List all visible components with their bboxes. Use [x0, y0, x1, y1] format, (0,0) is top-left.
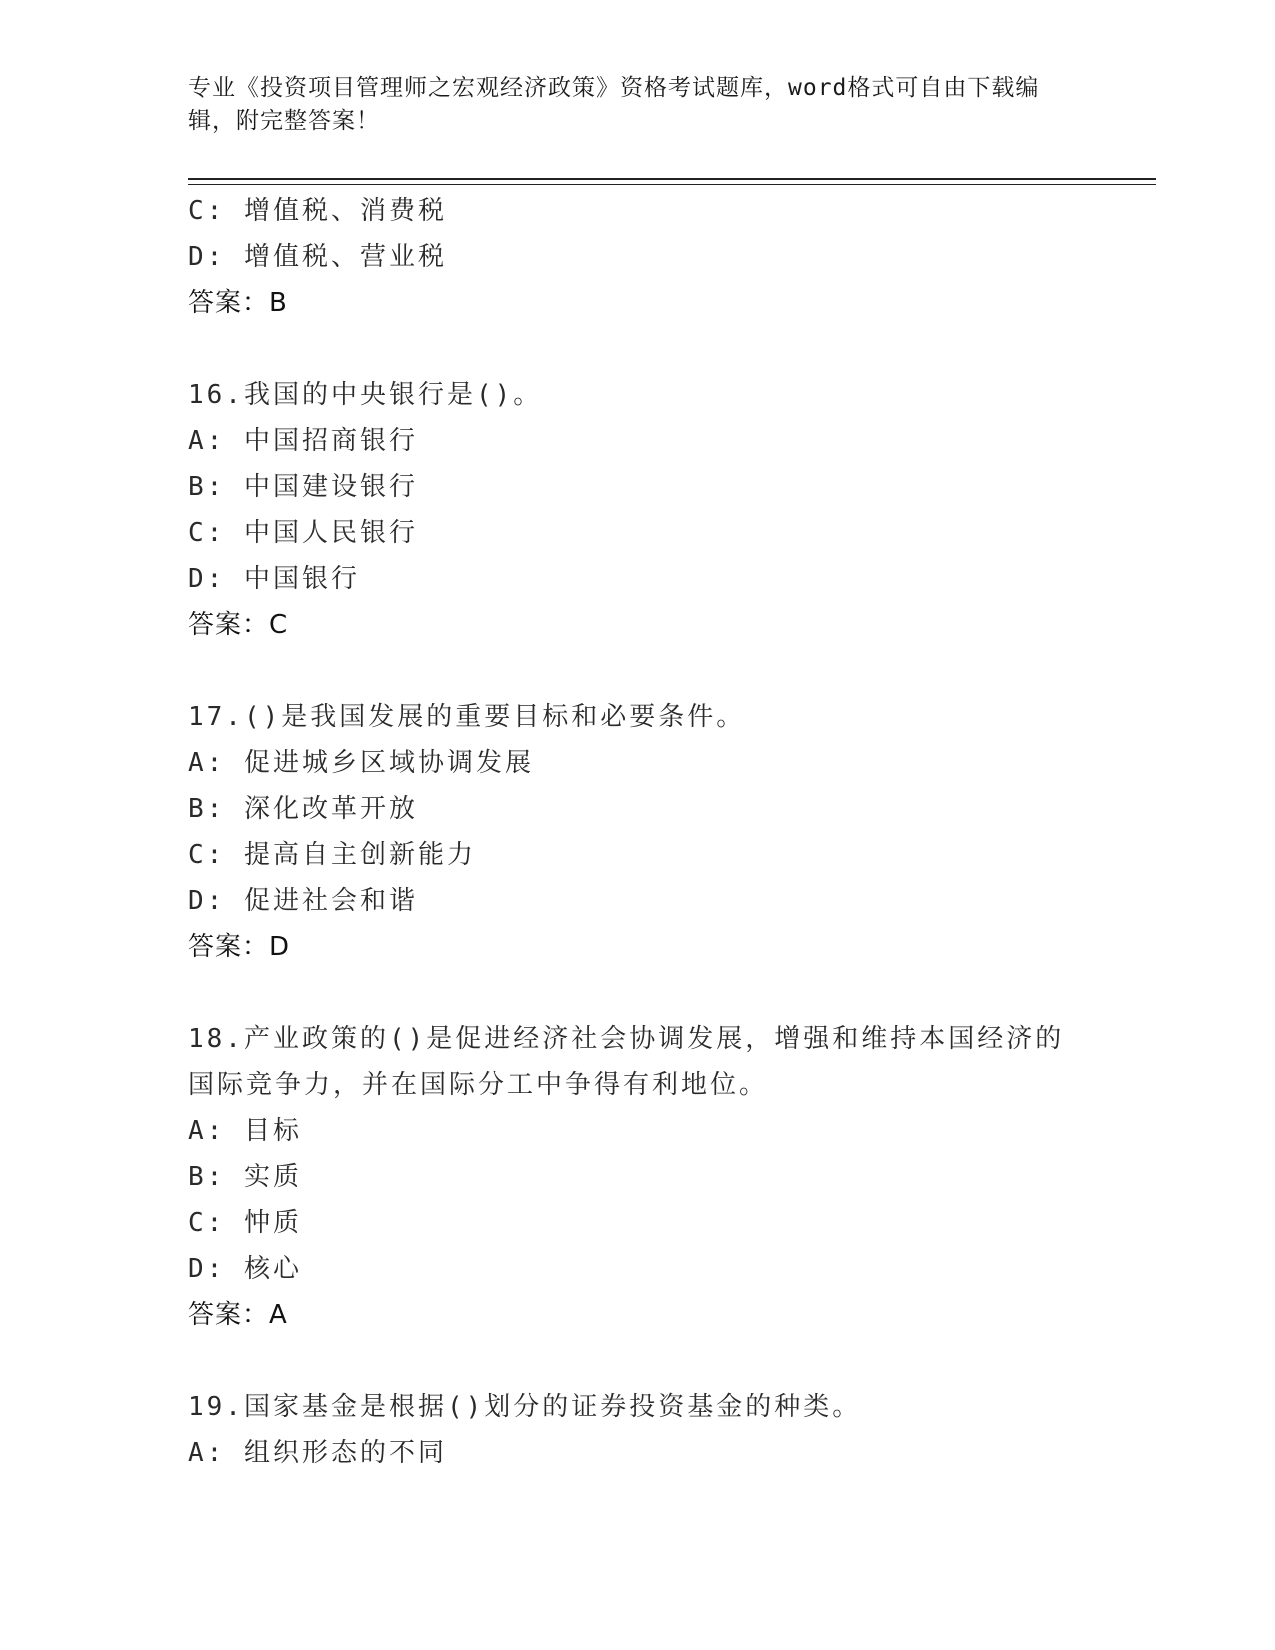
question-stem: 19.国家基金是根据()划分的证券投资基金的种类。 [188, 1392, 862, 1422]
header-divider-thick [188, 178, 1156, 180]
option-c: C: 提高自主创新能力 [188, 840, 476, 870]
question-19 [188, 1384, 1088, 1476]
option-b: B: 深化改革开放 [188, 794, 418, 824]
question-stem: 16.我国的中央银行是()。 [188, 380, 543, 410]
option-c: C: 增值税、消费税 [188, 196, 447, 226]
option-d: D: 促进社会和谐 [188, 886, 418, 916]
question-fragment [188, 188, 1088, 326]
question-18 [188, 1016, 1088, 1338]
option-b: B: 实质 [188, 1162, 302, 1192]
question-stem: 18.产业政策的()是促进经济社会协调发展，增强和维持本国经济的国际竞争力，并在国际分工中争得有利地位。 [188, 1024, 1065, 1100]
option-a: A: 组织形态的不同 [188, 1438, 447, 1468]
answer-line: 答案：D [188, 932, 291, 962]
answer-line: 答案：A [188, 1300, 288, 1330]
question-list [188, 188, 1088, 1476]
spacer [188, 648, 1088, 694]
option-d: D: 中国银行 [188, 564, 360, 594]
header-divider-thin [188, 184, 1156, 185]
option-c: C: 中国人民银行 [188, 518, 418, 548]
question-stem: 17.()是我国发展的重要目标和必要条件。 [188, 702, 746, 732]
option-d: D: 核心 [188, 1254, 302, 1284]
question-17 [188, 694, 1088, 970]
question-16 [188, 372, 1088, 648]
option-d: D: 增值税、营业税 [188, 242, 447, 272]
option-a: A: 中国招商银行 [188, 426, 418, 456]
option-a: A: 目标 [188, 1116, 302, 1146]
document-header: 专业《投资项目管理师之宏观经济政策》资格考试题库，word格式可自由下载编辑，附完整答案！ [188, 75, 1040, 134]
spacer [188, 970, 1088, 1016]
answer-line: 答案：B [188, 288, 288, 318]
option-b: B: 中国建设银行 [188, 472, 418, 502]
option-c: C: 忡质 [188, 1208, 302, 1238]
option-a: A: 促进城乡区域协调发展 [188, 748, 534, 778]
spacer [188, 326, 1088, 372]
answer-line: 答案：C [188, 610, 289, 640]
spacer [188, 1338, 1088, 1384]
